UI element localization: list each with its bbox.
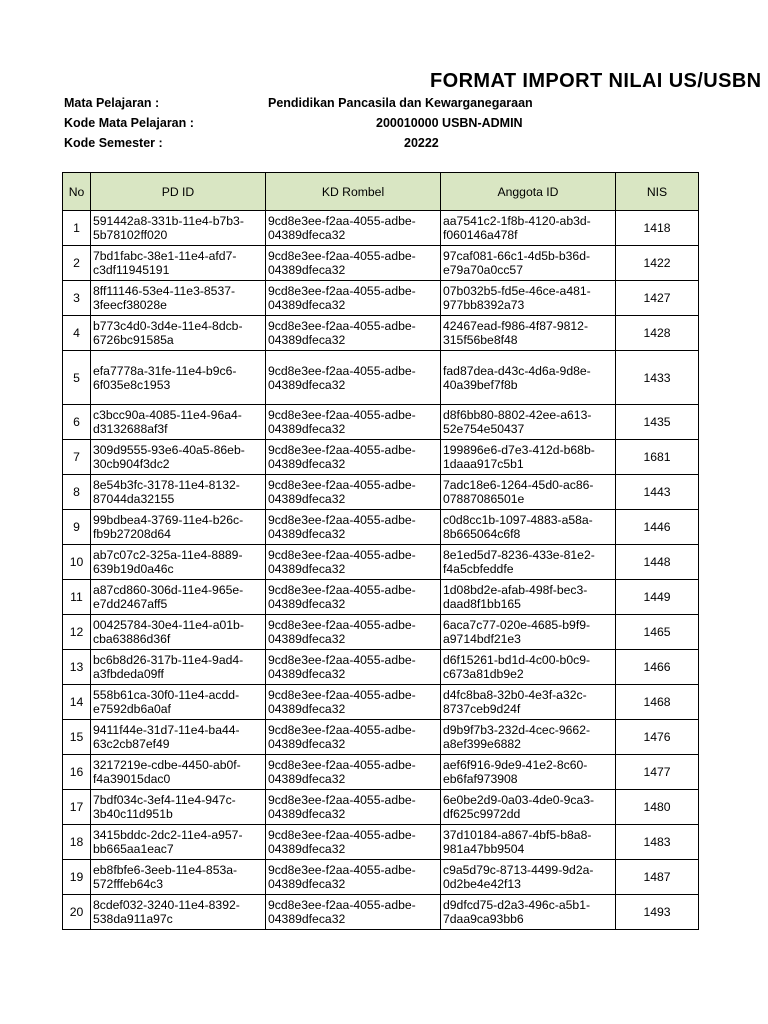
cell-kd-rombel-line: 04389dfeca32 xyxy=(268,597,346,611)
cell-anggota-id xyxy=(441,790,616,825)
cell-nis: 1477 xyxy=(616,755,699,790)
cell-kd-rombel-line: 9cd8e3ee-f2aa-4055-adbe- xyxy=(268,214,416,228)
cell-no: 3 xyxy=(63,281,91,316)
cell-kd-rombel-line: 9cd8e3ee-f2aa-4055-adbe- xyxy=(268,618,416,632)
cell-pd-id xyxy=(91,615,266,650)
cell-anggota-id-line: 315f56be8f48 xyxy=(443,333,518,347)
table-row xyxy=(63,790,699,825)
cell-no: 7 xyxy=(63,440,91,475)
cell-kd-rombel-line: 9cd8e3ee-f2aa-4055-adbe- xyxy=(268,284,416,298)
cell-kd-rombel-line: 9cd8e3ee-f2aa-4055-adbe- xyxy=(268,249,416,263)
cell-pd-id-line: 30cb904f3dc2 xyxy=(93,457,170,471)
cell-anggota-id-line: 8737ceb9d24f xyxy=(443,702,521,716)
cell-kd-rombel-line: 04389dfeca32 xyxy=(268,702,346,716)
cell-kd-rombel-line: 04389dfeca32 xyxy=(268,737,346,751)
cell-kd-rombel-line: 04389dfeca32 xyxy=(268,877,346,891)
cell-kd-rombel xyxy=(266,351,441,405)
cell-no: 2 xyxy=(63,246,91,281)
cell-kd-rombel-line: 9cd8e3ee-f2aa-4055-adbe- xyxy=(268,828,416,842)
cell-pd-id-line: 8cdef032-3240-11e4-8392- xyxy=(93,898,240,912)
cell-pd-id xyxy=(91,825,266,860)
cell-kd-rombel-line: 04389dfeca32 xyxy=(268,842,346,856)
table-row xyxy=(63,580,699,615)
cell-kd-rombel xyxy=(266,211,441,246)
table-row xyxy=(63,895,699,930)
cell-nis: 1480 xyxy=(616,790,699,825)
cell-anggota-id-line: d8f6bb80-8802-42ee-a613- xyxy=(443,408,592,422)
cell-kd-rombel-line: 04389dfeca32 xyxy=(268,228,346,242)
cell-pd-id-line: fb9b27208d64 xyxy=(93,527,171,541)
cell-kd-rombel xyxy=(266,895,441,930)
cell-pd-id xyxy=(91,720,266,755)
cell-pd-id xyxy=(91,580,266,615)
cell-kd-rombel-line: 9cd8e3ee-f2aa-4055-adbe- xyxy=(268,583,416,597)
cell-pd-id xyxy=(91,650,266,685)
table-row xyxy=(63,351,699,405)
cell-no: 19 xyxy=(63,860,91,895)
cell-nis: 1476 xyxy=(616,720,699,755)
cell-pd-id-line: d3132688af3f xyxy=(93,422,168,436)
cell-anggota-id-line: d9dfcd75-d2a3-496c-a5b1- xyxy=(443,898,591,912)
cell-pd-id xyxy=(91,510,266,545)
cell-nis: 1487 xyxy=(616,860,699,895)
cell-kd-rombel-line: 9cd8e3ee-f2aa-4055-adbe- xyxy=(268,898,416,912)
cell-anggota-id-line: c0d8cc1b-1097-4883-a58a- xyxy=(443,513,593,527)
cell-pd-id-line: 5b78102ff020 xyxy=(93,228,168,242)
cell-kd-rombel xyxy=(266,720,441,755)
cell-pd-id-line: 7bdf034c-3ef4-11e4-947c- xyxy=(93,793,236,807)
meta-row-semester-code xyxy=(0,136,768,156)
cell-pd-id-line: 6f035e8c1953 xyxy=(93,377,171,392)
table-row xyxy=(63,281,699,316)
cell-pd-id xyxy=(91,755,266,790)
cell-pd-id-line: a87cd860-306d-11e4-965e- xyxy=(93,583,244,597)
meta-label: Kode Semester : xyxy=(64,136,163,150)
cell-anggota-id-line: daad8f1bb165 xyxy=(443,597,521,611)
cell-pd-id-line: 63c2cb87ef49 xyxy=(93,737,170,751)
cell-kd-rombel xyxy=(266,405,441,440)
cell-no: 11 xyxy=(63,580,91,615)
cell-kd-rombel xyxy=(266,510,441,545)
cell-nis: 1427 xyxy=(616,281,699,316)
cell-anggota-id-line: f060146a478f xyxy=(443,228,518,242)
cell-no: 6 xyxy=(63,405,91,440)
table-row xyxy=(63,440,699,475)
cell-pd-id-line: bb665aa1eac7 xyxy=(93,842,174,856)
cell-nis: 1465 xyxy=(616,615,699,650)
cell-kd-rombel-line: 9cd8e3ee-f2aa-4055-adbe- xyxy=(268,363,416,378)
cell-anggota-id xyxy=(441,685,616,720)
cell-no: 20 xyxy=(63,895,91,930)
cell-pd-id-line: 7bd1fabc-38e1-11e4-afd7- xyxy=(93,249,237,263)
cell-pd-id-line: 8e54b3fc-3178-11e4-8132- xyxy=(93,478,240,492)
cell-anggota-id xyxy=(441,545,616,580)
cell-anggota-id xyxy=(441,405,616,440)
cell-anggota-id-line: 1d08bd2e-afab-498f-bec3- xyxy=(443,583,588,597)
cell-kd-rombel-line: 9cd8e3ee-f2aa-4055-adbe- xyxy=(268,863,416,877)
cell-kd-rombel-line: 9cd8e3ee-f2aa-4055-adbe- xyxy=(268,688,416,702)
cell-pd-id-line: 3feecf38028e xyxy=(93,298,167,312)
cell-pd-id-line: 3415bddc-2dc2-11e4-a957- xyxy=(93,828,243,842)
table-row xyxy=(63,510,699,545)
cell-pd-id-line: 3b40c11d951b xyxy=(93,807,173,821)
cell-no: 15 xyxy=(63,720,91,755)
cell-pd-id xyxy=(91,685,266,720)
cell-kd-rombel-line: 9cd8e3ee-f2aa-4055-adbe- xyxy=(268,513,416,527)
cell-kd-rombel-line: 9cd8e3ee-f2aa-4055-adbe- xyxy=(268,478,416,492)
cell-pd-id-line: ab7c07c2-325a-11e4-8889- xyxy=(93,548,243,562)
cell-anggota-id-line: df625c9972dd xyxy=(443,807,521,821)
cell-pd-id-line: e7592db6a0af xyxy=(93,702,171,716)
cell-anggota-id xyxy=(441,755,616,790)
cell-anggota-id-line: aa7541c2-1f8b-4120-ab3d- xyxy=(443,214,591,228)
cell-kd-rombel xyxy=(266,860,441,895)
cell-no: 12 xyxy=(63,615,91,650)
cell-kd-rombel-line: 04389dfeca32 xyxy=(268,298,346,312)
cell-anggota-id-line: e79a70a0cc57 xyxy=(443,263,523,277)
cell-anggota-id xyxy=(441,720,616,755)
cell-anggota-id-line: 40a39bef7f8b xyxy=(443,377,518,392)
cell-kd-rombel xyxy=(266,685,441,720)
cell-pd-id xyxy=(91,545,266,580)
cell-nis: 1449 xyxy=(616,580,699,615)
cell-nis: 1446 xyxy=(616,510,699,545)
cell-anggota-id-line: d4fc8ba8-32b0-4e3f-a32c- xyxy=(443,688,587,702)
table-row xyxy=(63,825,699,860)
cell-no: 10 xyxy=(63,545,91,580)
cell-anggota-id-line: 8b665064c6f8 xyxy=(443,527,521,541)
cell-anggota-id xyxy=(441,316,616,351)
cell-kd-rombel-line: 04389dfeca32 xyxy=(268,527,346,541)
cell-kd-rombel-line: 04389dfeca32 xyxy=(268,912,346,926)
meta-row-subject-code xyxy=(0,116,768,136)
cell-pd-id-line: 591442a8-331b-11e4-b7b3- xyxy=(93,214,244,228)
cell-kd-rombel xyxy=(266,755,441,790)
cell-anggota-id-line: 1daaa917c5b1 xyxy=(443,457,524,471)
cell-nis: 1681 xyxy=(616,440,699,475)
cell-anggota-id-line: c673a81db9e2 xyxy=(443,667,524,681)
cell-pd-id-line: 87044da32155 xyxy=(93,492,175,506)
cell-anggota-id xyxy=(441,246,616,281)
cell-anggota-id-line: a9714bdf21e3 xyxy=(443,632,521,646)
cell-kd-rombel-line: 04389dfeca32 xyxy=(268,667,346,681)
cell-anggota-id-line: eb6faf973908 xyxy=(443,772,518,786)
cell-kd-rombel-line: 04389dfeca32 xyxy=(268,333,346,347)
cell-anggota-id xyxy=(441,510,616,545)
cell-kd-rombel-line: 9cd8e3ee-f2aa-4055-adbe- xyxy=(268,443,416,457)
cell-pd-id-line: c3df11945191 xyxy=(93,263,170,277)
cell-kd-rombel xyxy=(266,545,441,580)
cell-pd-id-line: 639b19d0a46c xyxy=(93,562,174,576)
cell-anggota-id-line: 199896e6-d7e3-412d-b68b- xyxy=(443,443,595,457)
cell-anggota-id xyxy=(441,475,616,510)
cell-no: 8 xyxy=(63,475,91,510)
cell-anggota-id xyxy=(441,351,616,405)
cell-kd-rombel-line: 9cd8e3ee-f2aa-4055-adbe- xyxy=(268,723,416,737)
cell-pd-id xyxy=(91,351,266,405)
cell-kd-rombel-line: 9cd8e3ee-f2aa-4055-adbe- xyxy=(268,653,416,667)
table-row xyxy=(63,545,699,580)
cell-pd-id-line: 538da911a97c xyxy=(93,912,173,926)
cell-anggota-id-line: d9b9f7b3-232d-4cec-9662- xyxy=(443,723,591,737)
cell-pd-id-line: 572fffeb64c3 xyxy=(93,877,164,891)
cell-nis: 1422 xyxy=(616,246,699,281)
cell-kd-rombel-line: 04389dfeca32 xyxy=(268,772,346,786)
page-title: FORMAT IMPORT NILAI US/USBN xyxy=(430,70,762,92)
cell-kd-rombel xyxy=(266,615,441,650)
cell-anggota-id-line: f4a5cbfeddfe xyxy=(443,562,514,576)
cell-kd-rombel-line: 9cd8e3ee-f2aa-4055-adbe- xyxy=(268,793,416,807)
cell-pd-id-line: 3217219e-cdbe-4450-ab0f- xyxy=(93,758,241,772)
cell-kd-rombel-line: 9cd8e3ee-f2aa-4055-adbe- xyxy=(268,548,416,562)
cell-kd-rombel xyxy=(266,281,441,316)
cell-pd-id-line: e7dd2467aff5 xyxy=(93,597,168,611)
cell-anggota-id-line: 52e754e50437 xyxy=(443,422,525,436)
cell-kd-rombel-line: 04389dfeca32 xyxy=(268,422,346,436)
cell-kd-rombel-line: 04389dfeca32 xyxy=(268,457,346,471)
meta-value: Pendidikan Pancasila dan Kewarganegaraan xyxy=(268,96,533,110)
cell-anggota-id-line: 97caf081-66c1-4d5b-b36d- xyxy=(443,249,591,263)
cell-anggota-id xyxy=(441,615,616,650)
cell-pd-id-line: c3bcc90a-4085-11e4-96a4- xyxy=(93,408,242,422)
cell-anggota-id-line: 42467ead-f986-4f87-9812- xyxy=(443,319,589,333)
cell-anggota-id xyxy=(441,650,616,685)
cell-anggota-id xyxy=(441,580,616,615)
cell-pd-id-line: 8ff11146-53e4-11e3-8537- xyxy=(93,284,236,298)
cell-kd-rombel xyxy=(266,440,441,475)
meta-value: 20222 xyxy=(404,136,439,150)
cell-anggota-id-line: c9a5d79c-8713-4499-9d2a- xyxy=(443,863,594,877)
cell-anggota-id-line: d6f15261-bd1d-4c00-b0c9- xyxy=(443,653,591,667)
cell-nis: 1468 xyxy=(616,685,699,720)
cell-no: 13 xyxy=(63,650,91,685)
cell-pd-id-line: 309d9555-93e6-40a5-86eb- xyxy=(93,443,245,457)
cell-kd-rombel xyxy=(266,475,441,510)
cell-pd-id xyxy=(91,860,266,895)
table-row xyxy=(63,246,699,281)
column-header-kd-rombel: KD Rombel xyxy=(266,173,441,211)
cell-anggota-id-line: 07b032b5-fd5e-46ce-a481- xyxy=(443,284,591,298)
cell-kd-rombel-line: 04389dfeca32 xyxy=(268,263,346,277)
cell-no: 1 xyxy=(63,211,91,246)
cell-pd-id-line: 558b61ca-30f0-11e4-acdd- xyxy=(93,688,240,702)
cell-anggota-id-line: 981a47bb9504 xyxy=(443,842,525,856)
cell-no: 5 xyxy=(63,351,91,405)
cell-pd-id-line: 00425784-30e4-11e4-a01b- xyxy=(93,618,244,632)
cell-no: 17 xyxy=(63,790,91,825)
meta-label: Kode Mata Pelajaran : xyxy=(64,116,194,130)
cell-kd-rombel xyxy=(266,825,441,860)
cell-nis: 1443 xyxy=(616,475,699,510)
cell-kd-rombel-line: 04389dfeca32 xyxy=(268,377,346,392)
cell-pd-id-line: eb8fbfe6-3eeb-11e4-853a- xyxy=(93,863,238,877)
cell-anggota-id xyxy=(441,281,616,316)
cell-anggota-id-line: 6aca7c77-020e-4685-b9f9- xyxy=(443,618,591,632)
cell-nis: 1493 xyxy=(616,895,699,930)
table-row xyxy=(63,316,699,351)
cell-pd-id xyxy=(91,281,266,316)
table-row xyxy=(63,650,699,685)
cell-nis: 1428 xyxy=(616,316,699,351)
meta-label: Mata Pelajaran : xyxy=(64,96,160,110)
cell-nis: 1433 xyxy=(616,351,699,405)
cell-kd-rombel xyxy=(266,316,441,351)
cell-pd-id xyxy=(91,475,266,510)
table-row xyxy=(63,475,699,510)
cell-kd-rombel-line: 04389dfeca32 xyxy=(268,562,346,576)
table-row xyxy=(63,685,699,720)
cell-anggota-id-line: aef6f916-9de9-41e2-8c60- xyxy=(443,758,588,772)
cell-anggota-id-line: 7adc18e6-1264-45d0-ac86- xyxy=(443,478,594,492)
cell-kd-rombel-line: 9cd8e3ee-f2aa-4055-adbe- xyxy=(268,319,416,333)
cell-no: 14 xyxy=(63,685,91,720)
cell-pd-id-line: 9411f44e-31d7-11e4-ba44- xyxy=(93,723,240,737)
cell-anggota-id-line: 6e0be2d9-0a03-4de0-9ca3- xyxy=(443,793,595,807)
cell-pd-id xyxy=(91,440,266,475)
cell-pd-id xyxy=(91,895,266,930)
cell-anggota-id-line: a8ef399e6882 xyxy=(443,737,521,751)
cell-anggota-id-line: 8e1ed5d7-8236-433e-81e2- xyxy=(443,548,595,562)
table-header-row xyxy=(63,173,699,211)
column-header-pd-id: PD ID xyxy=(91,173,266,211)
table-row xyxy=(63,405,699,440)
cell-no: 9 xyxy=(63,510,91,545)
cell-kd-rombel xyxy=(266,790,441,825)
cell-kd-rombel-line: 04389dfeca32 xyxy=(268,807,346,821)
cell-anggota-id-line: 37d10184-a867-4bf5-b8a8- xyxy=(443,828,592,842)
cell-anggota-id-line: 977bb8392a73 xyxy=(443,298,525,312)
cell-pd-id xyxy=(91,790,266,825)
cell-pd-id-line: 99bdbea4-3769-11e4-b26c- xyxy=(93,513,244,527)
cell-kd-rombel xyxy=(266,650,441,685)
column-header-nis: NIS xyxy=(616,173,699,211)
table-row xyxy=(63,615,699,650)
cell-kd-rombel xyxy=(266,246,441,281)
cell-nis: 1483 xyxy=(616,825,699,860)
grades-table xyxy=(62,172,699,930)
cell-anggota-id xyxy=(441,825,616,860)
cell-pd-id-line: b773c4d0-3d4e-11e4-8dcb- xyxy=(93,319,243,333)
cell-pd-id xyxy=(91,246,266,281)
cell-anggota-id-line: 7daa9ca93bb6 xyxy=(443,912,524,926)
cell-pd-id-line: f4a39015dac0 xyxy=(93,772,171,786)
table-row xyxy=(63,860,699,895)
cell-no: 18 xyxy=(63,825,91,860)
cell-kd-rombel-line: 04389dfeca32 xyxy=(268,492,346,506)
table-row xyxy=(63,720,699,755)
cell-pd-id-line: cba63886d36f xyxy=(93,632,171,646)
cell-nis: 1466 xyxy=(616,650,699,685)
cell-kd-rombel-line: 9cd8e3ee-f2aa-4055-adbe- xyxy=(268,408,416,422)
meta-value: 200010000 USBN-ADMIN xyxy=(376,116,523,130)
cell-pd-id-line: efa7778a-31fe-11e4-b9c6- xyxy=(93,363,237,378)
column-header-no: No xyxy=(63,173,91,211)
cell-anggota-id-line: 07887086501e xyxy=(443,492,525,506)
cell-no: 4 xyxy=(63,316,91,351)
cell-nis: 1418 xyxy=(616,211,699,246)
cell-no: 16 xyxy=(63,755,91,790)
cell-anggota-id-line: 0d2be4e42f13 xyxy=(443,877,521,891)
table-row xyxy=(63,755,699,790)
meta-row-subject xyxy=(0,96,768,116)
table-row xyxy=(63,211,699,246)
cell-nis: 1435 xyxy=(616,405,699,440)
cell-pd-id-line: a3fbdeda09ff xyxy=(93,667,164,681)
cell-pd-id xyxy=(91,211,266,246)
cell-pd-id-line: bc6b8d26-317b-11e4-9ad4- xyxy=(93,653,244,667)
meta-block xyxy=(0,96,768,156)
cell-kd-rombel xyxy=(266,580,441,615)
cell-kd-rombel-line: 9cd8e3ee-f2aa-4055-adbe- xyxy=(268,758,416,772)
cell-anggota-id xyxy=(441,440,616,475)
cell-anggota-id xyxy=(441,211,616,246)
cell-nis: 1448 xyxy=(616,545,699,580)
cell-pd-id xyxy=(91,405,266,440)
cell-anggota-id xyxy=(441,895,616,930)
cell-kd-rombel-line: 04389dfeca32 xyxy=(268,632,346,646)
cell-anggota-id xyxy=(441,860,616,895)
cell-anggota-id-line: fad87dea-d43c-4d6a-9d8e- xyxy=(443,363,591,378)
cell-pd-id-line: 6726bc91585a xyxy=(93,333,174,347)
cell-pd-id xyxy=(91,316,266,351)
column-header-anggota-id: Anggota ID xyxy=(441,173,616,211)
